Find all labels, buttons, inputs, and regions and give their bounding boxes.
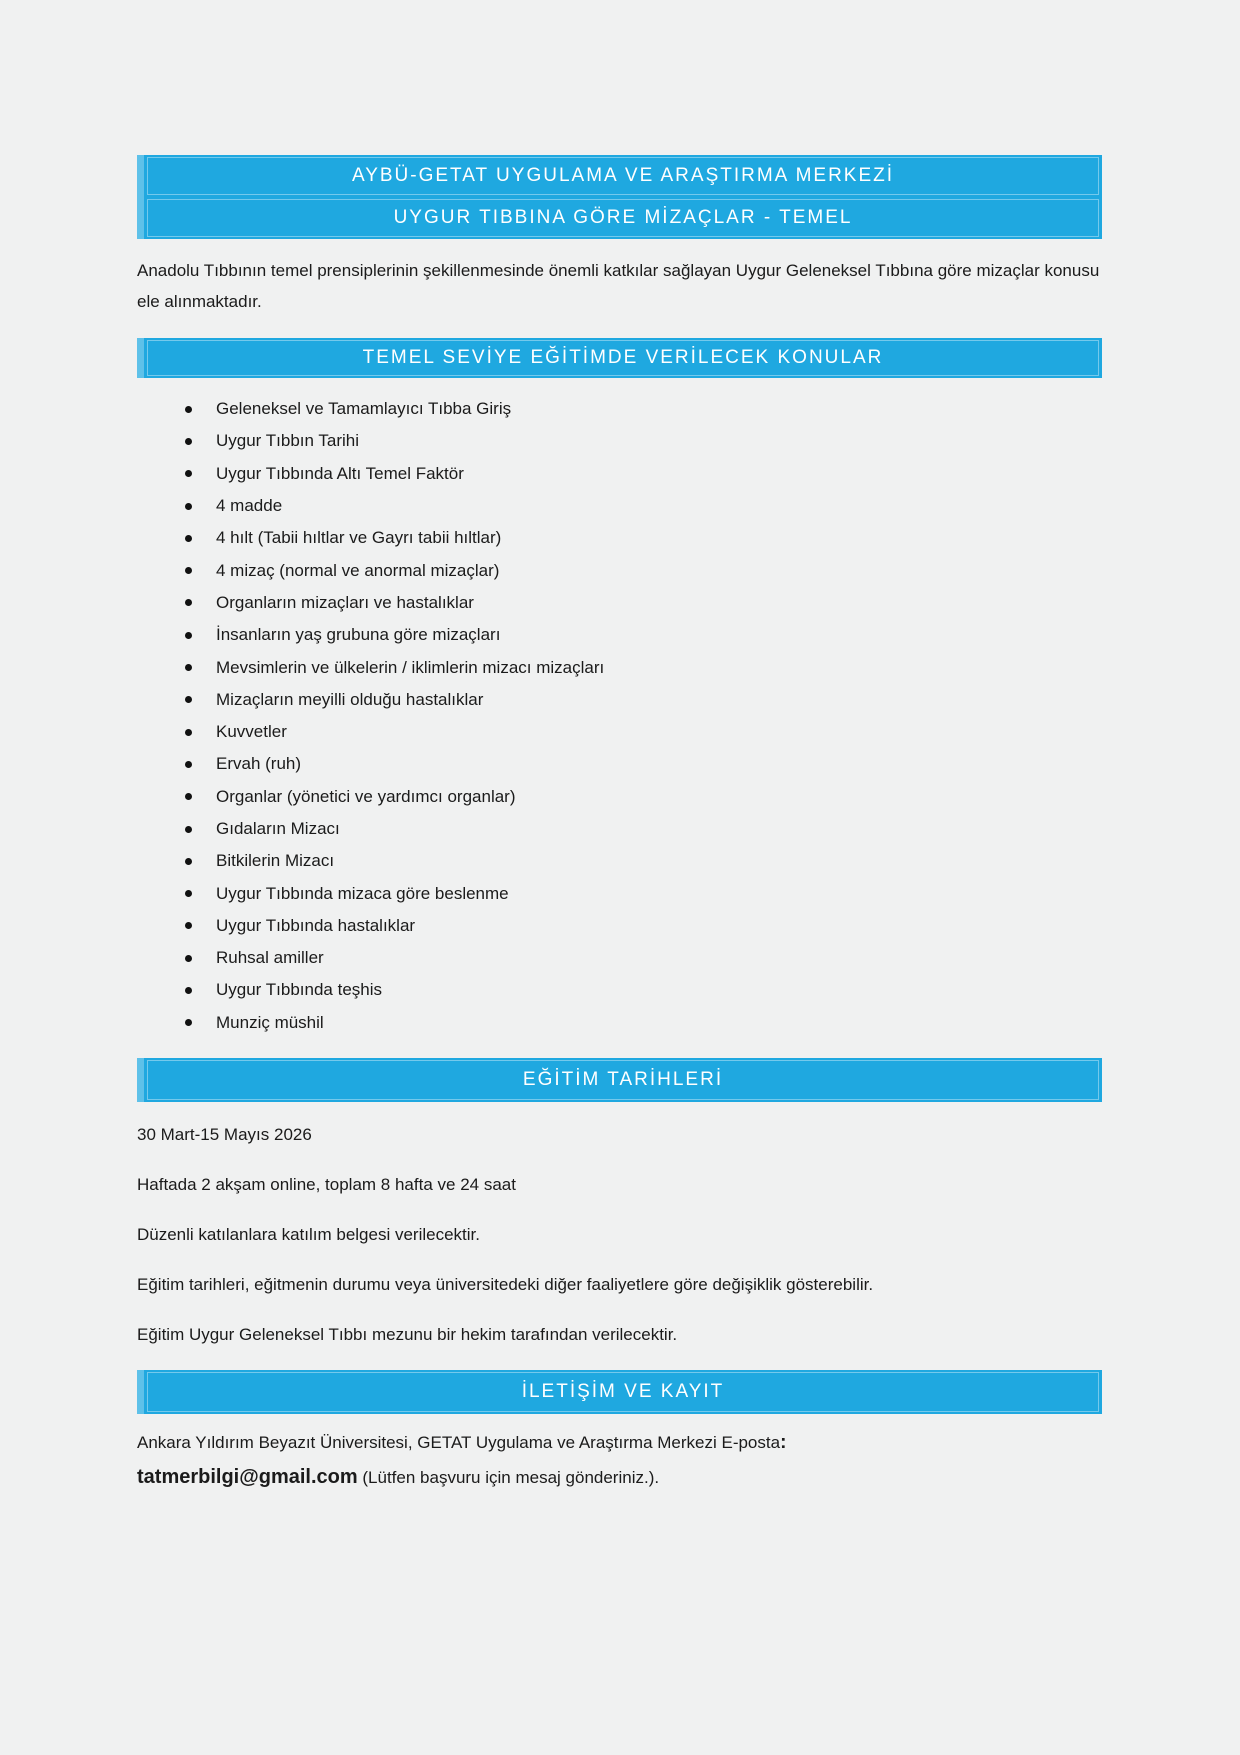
schedule-paragraphs <box>137 1118 1102 1352</box>
bullet-icon <box>185 826 192 833</box>
topic-label: Uygur Tıbbında mizaca göre beslenme <box>216 883 509 903</box>
topic-label: Ervah (ruh) <box>216 754 302 774</box>
bullet-icon <box>185 696 192 703</box>
schedule-paragraph: Eğitim tarihleri, eğitmenin durumu veya üniversitedeki diğer faaliyetlere göre değişiklik gösterebilir. <box>137 1274 874 1294</box>
topic-item <box>137 684 1102 716</box>
schedule-paragraph: Haftada 2 akşam online, toplam 8 hafta ve 24 saat <box>137 1174 516 1194</box>
header-banner-row-2 <box>137 197 1102 239</box>
schedule-banner <box>137 1058 1102 1102</box>
topic-label: Organların mizaçları ve hastalıklar <box>216 592 474 612</box>
bullet-icon <box>185 438 192 445</box>
topic-label: Mizaçların meyilli olduğu hastalıklar <box>216 689 484 709</box>
header-banner-row-1 <box>137 155 1102 197</box>
topic-label: Uygur Tıbbında hastalıklar <box>216 915 416 935</box>
contact-note: (Lütfen başvuru için mesaj gönderiniz.). <box>357 1467 660 1487</box>
topic-item <box>137 877 1102 909</box>
topics-title: TEMEL SEVİYE EĞİTİMDE VERİLECEK KONULAR <box>147 340 1099 376</box>
topic-label: Geleneksel ve Tamamlayıcı Tıbba Giriş <box>216 399 512 419</box>
topics-list <box>137 393 1102 1039</box>
topics-banner <box>137 338 1102 378</box>
topic-item <box>137 716 1102 748</box>
bullet-icon <box>185 858 192 865</box>
bullet-icon <box>185 406 192 413</box>
bullet-icon <box>185 987 192 994</box>
bullet-icon <box>185 567 192 574</box>
topic-label: 4 hılt (Tabii hıltlar ve Gayrı tabii hıltlar) <box>216 528 502 548</box>
bullet-icon <box>185 1019 192 1026</box>
bullet-icon <box>185 729 192 736</box>
bullet-icon <box>185 922 192 929</box>
topic-label: 4 madde <box>216 496 283 516</box>
contact-paragraph <box>137 1426 1102 1495</box>
bullet-icon <box>185 470 192 477</box>
email-address: tatmerbilgi@gmail.com <box>137 1465 358 1488</box>
topic-label: Gıdaların Mizacı <box>216 819 340 838</box>
topic-item <box>137 974 1102 1006</box>
topic-label: Munziç müshil <box>216 1012 324 1032</box>
header-banner <box>137 155 1102 239</box>
topic-item <box>137 813 1102 845</box>
schedule-paragraph: Düzenli katılanlara katılım belgesi verilecektir. <box>137 1224 480 1244</box>
contact-address-text: Ankara Yıldırım Beyazıt Üniversitesi, GETAT Uygulama ve Araştırma Merkezi E-posta <box>137 1432 781 1452</box>
topic-label: Mevsimlerin ve ülkelerin / iklimlerin mizacı mizaçları <box>216 657 605 677</box>
intro-paragraph: Anadolu Tıbbının temel prensiplerinin şekillenmesinde önemli katkılar sağlayan Uygur Geleneksel Tıbbına göre mizaçlar konusu ele alınmaktadır. <box>137 261 1100 311</box>
bullet-icon <box>185 793 192 800</box>
topic-label: Organlar (yönetici ve yardımcı organlar) <box>216 786 516 806</box>
contact-title: İLETİŞİM VE KAYIT <box>147 1372 1099 1412</box>
topic-label: Ruhsal amiller <box>216 948 324 968</box>
topic-item <box>137 425 1102 457</box>
schedule-paragraph: 30 Mart-15 Mayıs 2026 <box>137 1124 312 1144</box>
header-title-primary: AYBÜ-GETAT UYGULAMA VE ARAŞTIRMA MERKEZİ <box>147 157 1099 195</box>
contact-colon: : <box>780 1431 787 1453</box>
header-title-secondary: UYGUR TIBBINA GÖRE MİZAÇLAR - TEMEL <box>147 199 1099 237</box>
topic-item <box>137 942 1102 974</box>
topic-item <box>137 490 1102 522</box>
topic-label: Uygur Tıbbında teşhis <box>216 980 382 1000</box>
topic-label: İnsanların yaş grubuna göre mizaçları <box>216 625 501 645</box>
document-content <box>137 155 1102 1495</box>
bullet-icon <box>185 664 192 671</box>
bullet-icon <box>185 599 192 606</box>
topic-item <box>137 748 1102 780</box>
contact-line-2 <box>137 1460 1102 1495</box>
topic-label: Uygur Tıbbın Tarihi <box>216 431 359 451</box>
bullet-icon <box>185 761 192 768</box>
bullet-icon <box>185 503 192 510</box>
contact-line-1 <box>137 1426 1102 1460</box>
topic-item <box>137 522 1102 554</box>
schedule-paragraph: Eğitim Uygur Geleneksel Tıbbı mezunu bir hekim tarafından verilecektir. <box>137 1324 678 1344</box>
topic-item <box>137 910 1102 942</box>
contact-banner <box>137 1370 1102 1414</box>
bullet-icon <box>185 535 192 542</box>
topic-item <box>137 554 1102 586</box>
topic-item <box>137 845 1102 877</box>
topic-item <box>137 619 1102 651</box>
topic-item <box>137 651 1102 683</box>
bullet-icon <box>185 890 192 897</box>
topic-label: 4 mizaç (normal ve anormal mizaçlar) <box>216 560 500 580</box>
schedule-title: EĞİTİM TARİHLERİ <box>147 1060 1099 1100</box>
topic-item <box>137 458 1102 490</box>
topic-item <box>137 393 1102 425</box>
topic-item <box>137 781 1102 813</box>
topic-label: Kuvvetler <box>216 722 287 742</box>
topic-item <box>137 587 1102 619</box>
topic-label: Bitkilerin Mizacı <box>216 851 335 871</box>
bullet-icon <box>185 955 192 962</box>
topic-item <box>137 1007 1102 1039</box>
bullet-icon <box>185 632 192 639</box>
topic-label: Uygur Tıbbında Altı Temel Faktör <box>216 463 464 483</box>
